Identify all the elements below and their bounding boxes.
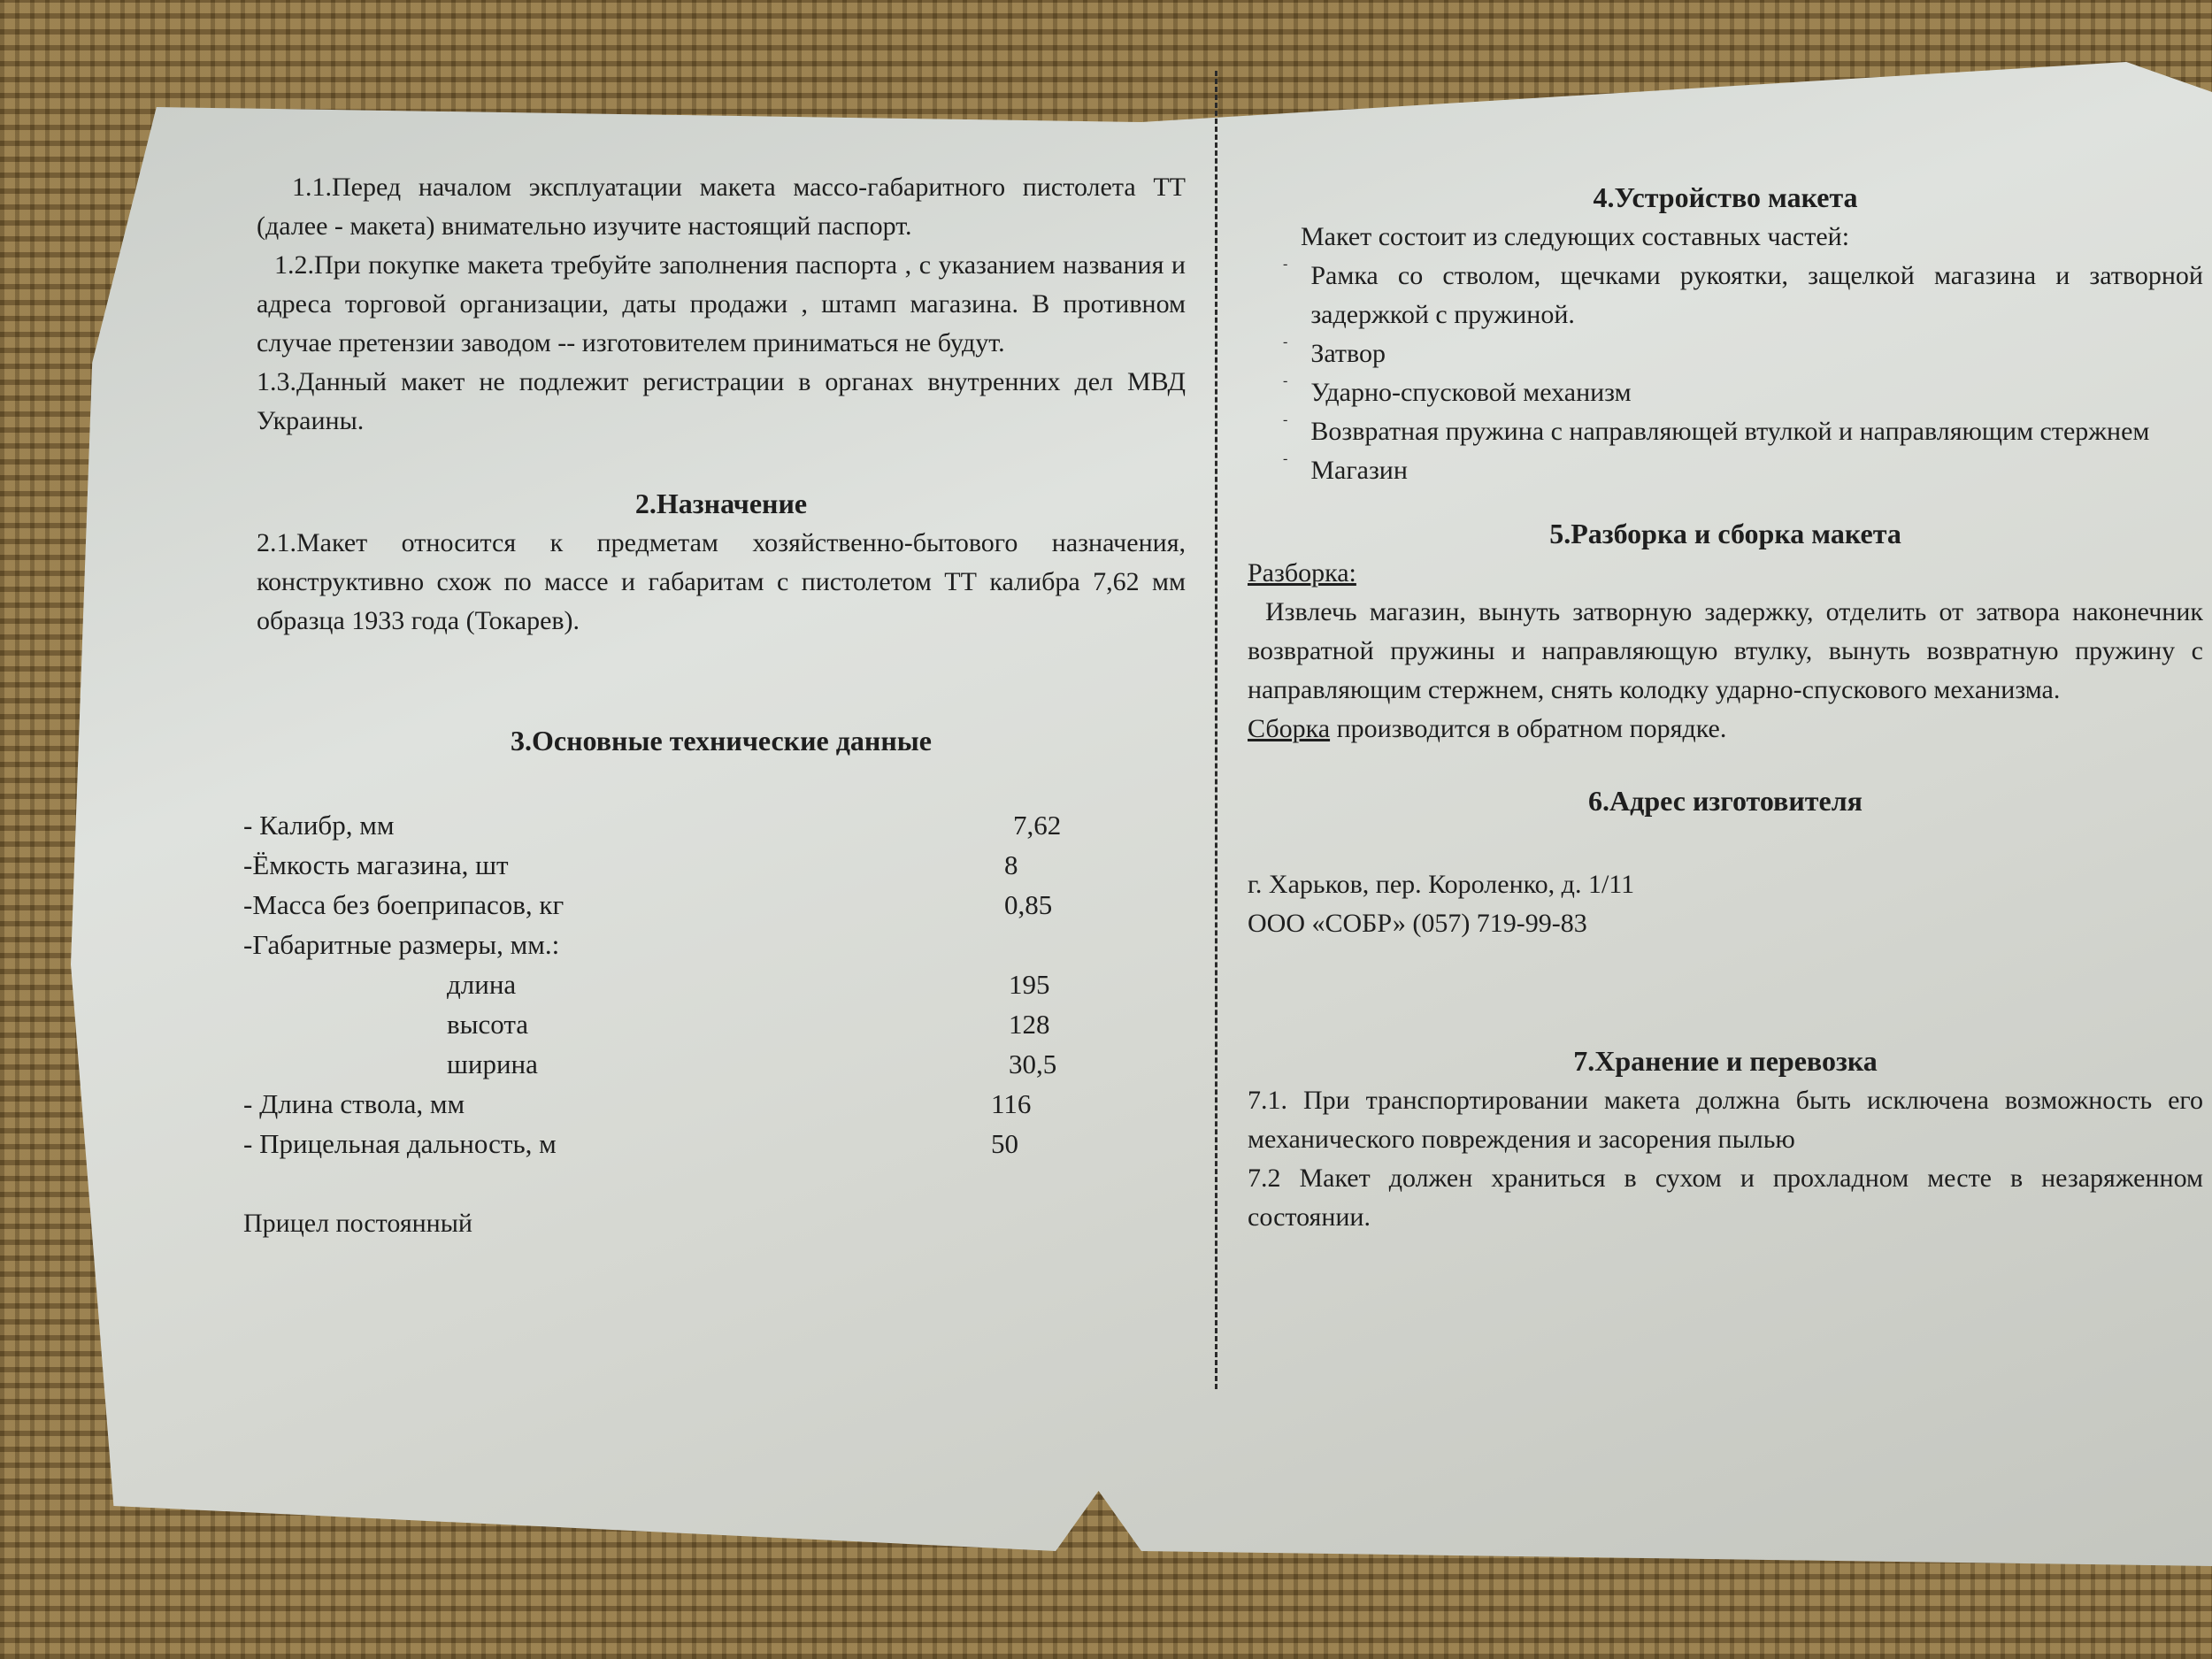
- list-item: - Возвратная пружина с направляющей втулкой и направляющим стержнем: [1283, 412, 2150, 446]
- disassembly-text: Извлечь магазин, вынуть затворную задержку, отделить от затвора наконечник возвратной пружины и направляющую втулку, вынуть возвратную пружину с направляющим стержнем, снять колодку ударно-спускового механизма.: [1248, 597, 2203, 704]
- fold-line: [1215, 71, 1217, 1389]
- spec-value: 116: [991, 1088, 1032, 1119]
- list-item: - Магазин: [1283, 451, 1408, 485]
- spec-value: 50: [991, 1128, 1018, 1159]
- section-3-heading: 3.Основные технические данные: [511, 725, 932, 757]
- assembly-text: Сборка производится в обратном порядке.: [1248, 714, 1727, 743]
- section-4-heading: 4.Устройство макета: [1593, 181, 1858, 213]
- specs-table: [243, 805, 1186, 1164]
- spec-row: [243, 845, 1186, 885]
- right-column: [1248, 177, 2203, 1237]
- spec-label: - Прицельная дальность, м: [243, 1128, 557, 1159]
- spec-label: - Калибр, мм: [243, 810, 395, 841]
- spec-value: 128: [1009, 1009, 1050, 1040]
- spec-value: 7,62: [1013, 810, 1062, 841]
- company-line: ООО «СОБР» (057) 719-99-83: [1248, 909, 1587, 938]
- paragraph-2-1: 2.1.Макет относится к предметам хозяйственно-бытового назначения, конструктивно схож по массе и габаритам с пистолетом ТТ калибра 7,62 мм образца 1933 года (Токарев).: [257, 528, 1186, 635]
- spec-row: [243, 1124, 1186, 1164]
- paragraph-1-1: 1.1.Перед началом эксплуатации макета массо-габаритного пистолета ТТ (далее - макета) внимательно изучите настоящий паспорт.: [257, 173, 1186, 241]
- spec-row: [243, 925, 1186, 964]
- left-column: [243, 168, 1186, 1243]
- sight-note: Прицел постоянный: [243, 1209, 472, 1238]
- spec-row: [243, 885, 1186, 925]
- spec-value: 8: [1004, 849, 1018, 880]
- parts-list: [1283, 257, 2203, 490]
- spec-label: -Ёмкость магазина, шт: [243, 849, 509, 880]
- spec-label: высота: [447, 1009, 529, 1040]
- address-line: г. Харьков, пер. Короленко, д. 1/11: [1248, 870, 1635, 899]
- section-7-heading: 7.Хранение и перевозка: [1573, 1045, 1878, 1077]
- spec-label: длина: [447, 969, 517, 1000]
- spec-row: [243, 1044, 1186, 1084]
- spec-row: [243, 805, 1186, 845]
- list-item: - Затвор: [1283, 334, 1386, 368]
- section-2-heading: 2.Назначение: [634, 488, 808, 519]
- paragraph-1-3: 1.3.Данный макет не подлежит регистрации в органах внутренних дел МВД Украины.: [257, 367, 1186, 435]
- section-5-heading: 5.Разборка и сборка макета: [1549, 518, 1901, 549]
- list-item: - Рамка со стволом, щечками рукоятки, защелкой магазина и затворной задержкой с пружиной.: [1283, 257, 2203, 329]
- section-4-intro: Макет состоит из следующих составных частей:: [1301, 222, 1850, 251]
- spec-label: - Длина ствола, мм: [243, 1088, 465, 1119]
- paragraph-1-2: 1.2.При покупке макета требуйте заполнения паспорта , с указанием названия и адреса торговой организации, даты продажи , штамп магазина. В противном случае претензии заводом -- изготовителем приниматься не будут.: [257, 250, 1186, 357]
- list-item: - Ударно-спусковой механизм: [1283, 373, 1632, 407]
- paragraph-7-1: 7.1. При транспортировании макета должна быть исключена возможность его механического повреждения и засорения пылью: [1248, 1086, 2203, 1154]
- spec-label: -Масса без боеприпасов, кг: [243, 889, 565, 920]
- spec-row: [243, 1084, 1186, 1124]
- section-6-heading: 6.Адрес изготовителя: [1588, 785, 1863, 817]
- spec-label: ширина: [447, 1048, 538, 1079]
- spec-value: 195: [1009, 969, 1050, 1000]
- spec-row: [243, 964, 1186, 1004]
- disassembly-label: Разборка:: [1248, 558, 1356, 588]
- spec-value: 30,5: [1009, 1048, 1057, 1079]
- spec-row: [243, 1004, 1186, 1044]
- paragraph-7-2: 7.2 Макет должен храниться в сухом и прохладном месте в незаряженном состоянии.: [1248, 1164, 2203, 1232]
- spec-value: 0,85: [1004, 889, 1053, 920]
- spec-label: -Габаритные размеры, мм.:: [243, 929, 560, 960]
